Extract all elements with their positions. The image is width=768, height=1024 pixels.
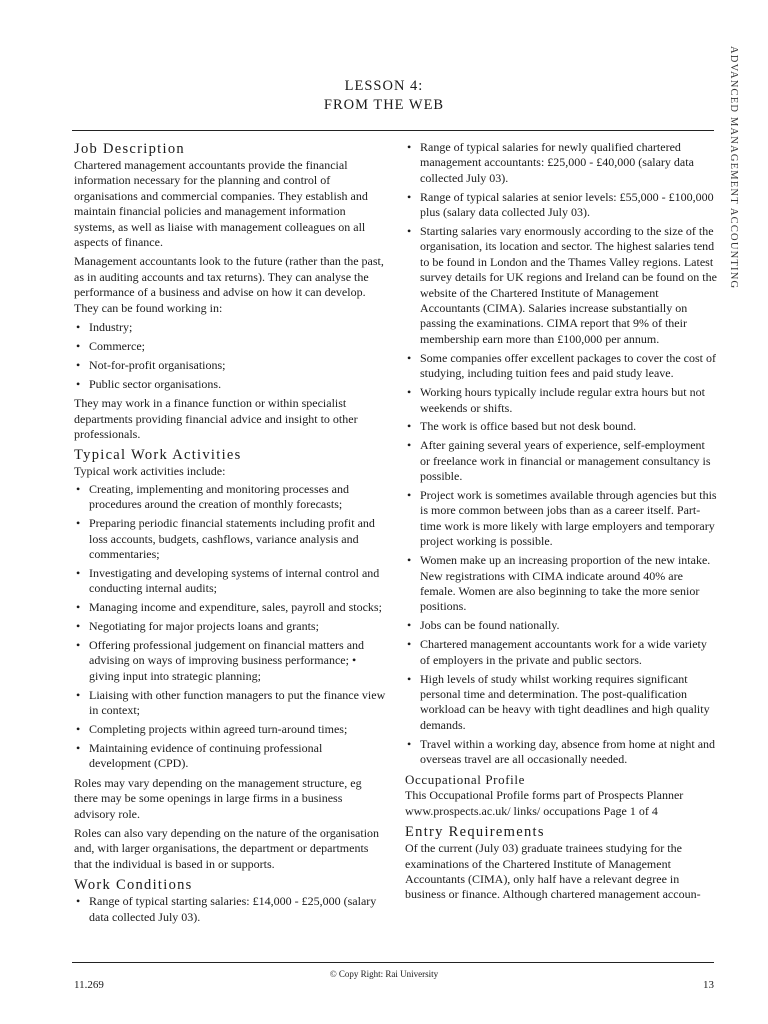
list-item: • Range of typical salaries at senior levels: £55,000 - £100,000 plus (salary data collected July 03). (405, 190, 717, 221)
workplace-list (74, 320, 386, 392)
list-item: • Some companies offer excellent packages to cover the cost of studying, including tuition fees and paid study leave. (405, 351, 717, 382)
list-item: • Offering professional judgement on financial matters and advising on ways of improving business performance; • giving input into strategic planning; (74, 638, 386, 684)
entry-requirements-heading: Entry Requirements (405, 824, 545, 841)
copyright-notice: © Copy Right: Rai University (329, 969, 439, 979)
list-item: • Starting salaries vary enormously according to the size of the organisation, its location and sector. The highest salaries tend to be found in London and the Thames Valley regions. Latest survey details for UK regions and Ireland can be found on the website of the Chartered Institute of Management Accountants (CIMA). Salaries increase substantially on passing the examinations. CIMA report that 9% of their membership earn more than £100,000 per annum. (405, 224, 717, 347)
top-rule (72, 130, 714, 131)
list-item: • Project work is sometimes available through agencies but this is more common between jobs than as a career itself. Part-time work is more likely with large employers and temporary project working is possible. (405, 488, 717, 550)
list-item: • Chartered management accountants work for a wide variety of employers in the private and public sectors. (405, 637, 717, 668)
paragraph: This Occupational Profile forms part of Prospects Planner www.prospects.ac.uk/ links/ occupations Page 1 of 4 (405, 788, 684, 818)
paragraph: They may work in a finance function or within specialist departments providing financial advice and insight to other professionals. (74, 396, 358, 441)
list-item: • Range of typical starting salaries: £14,000 - £25,000 (salary data collected July 03). (74, 894, 386, 925)
list-item: • Industry; (74, 320, 386, 335)
bottom-rule (72, 962, 714, 963)
lesson-title: FROM THE WEB (323, 97, 445, 113)
typical-work-heading: Typical Work Activities (74, 447, 242, 464)
list-item: • Working hours typically include regular extra hours but not weekends or shifts. (405, 385, 717, 416)
paragraph: Of the current (July 03) graduate trainees studying for the examinations of the Chartered Institute of Management Accountants (CIMA), only half have a relevant degree in business or finance. Although chartered management accoun- (405, 841, 701, 902)
list-item: • Completing projects within agreed turn-around times; (74, 722, 386, 737)
paragraph: Roles can also vary depending on the nature of the organisation and, with larger organisations, the department or departments that the individual is based in or supports. (74, 825, 380, 871)
list-item: • Commerce; (74, 339, 386, 354)
list-item: • Negotiating for major projects loans and grants; (74, 619, 386, 634)
document-code: 11.269 (74, 979, 104, 991)
list-item: • Not-for-profit organisations; (74, 358, 386, 373)
lesson-number: LESSON 4: (344, 78, 424, 94)
list-item: • Liaising with other function managers to put the finance view in context; (74, 688, 386, 719)
conditions-list-continued (405, 140, 717, 767)
paragraph: Chartered management accountants provide the financial information necessary for the planning and control of organisations and commercial companies. They establish and maintain financial policies and management information systems, as well as liaise with management colleagues on all aspects of finance. (74, 158, 368, 250)
list-item: • Investigating and developing systems of internal control and conducting internal audits; (74, 566, 386, 597)
list-item: • Creating, implementing and monitoring processes and procedures around the creation of monthly forecasts; (74, 482, 386, 513)
list-item: • Preparing periodic financial statements including profit and loss accounts, budgets, cashflows, variance analysis and commentaries; (74, 516, 386, 562)
paragraph: Roles may vary depending on the management structure, eg there may be some openings in large firms in a business advisory role. (74, 775, 362, 821)
list-item: • Public sector organisations. (74, 377, 386, 392)
list-item: • High levels of study whilst working requires significant personal time and determination. The post-qualification workload can be heavy with tight deadlines and high quality demands. (405, 672, 717, 734)
list-item: • Travel within a working day, absence from home at night and overseas travel are all occasionally needed. (405, 737, 717, 768)
conditions-list (74, 894, 386, 925)
list-item: • Managing income and expenditure, sales, payroll and stocks; (74, 600, 386, 615)
occupational-profile-heading: Occupational Profile (405, 772, 525, 788)
list-item: • Range of typical salaries for newly qualified chartered management accountants: £25,000 - £40,000 (salary data collected July 03). (405, 140, 717, 186)
list-item: • Women make up an increasing proportion of the new intake. New registrations with CIMA indicate around 40% are female. Women are also beginning to take the more senior positions. (405, 553, 717, 615)
left-column (74, 140, 386, 929)
list-item: • After gaining several years of experience, self-employment or freelance work in financial or management consultancy is possible. (405, 438, 717, 484)
right-column (405, 140, 717, 907)
paragraph: Typical work activities include: (74, 464, 226, 479)
list-item: • The work is office based but not desk bound. (405, 419, 717, 434)
job-description-heading: Job Description (74, 141, 185, 157)
work-conditions-heading: Work Conditions (74, 877, 193, 894)
list-item: • Maintaining evidence of continuing professional development (CPD). (74, 741, 386, 772)
side-title-text: ADVANCED MANAGEMENT ACCOUNTING (728, 46, 739, 290)
paragraph: Management accountants look to the future (rather than the past, as in auditing accounts and tax returns). They can analyse the performance of a business and advise on how it can develop. They can be found working in: (74, 254, 384, 315)
activities-list (74, 482, 386, 772)
page-number: 13 (703, 979, 714, 991)
list-item: • Jobs can be found nationally. (405, 618, 717, 633)
